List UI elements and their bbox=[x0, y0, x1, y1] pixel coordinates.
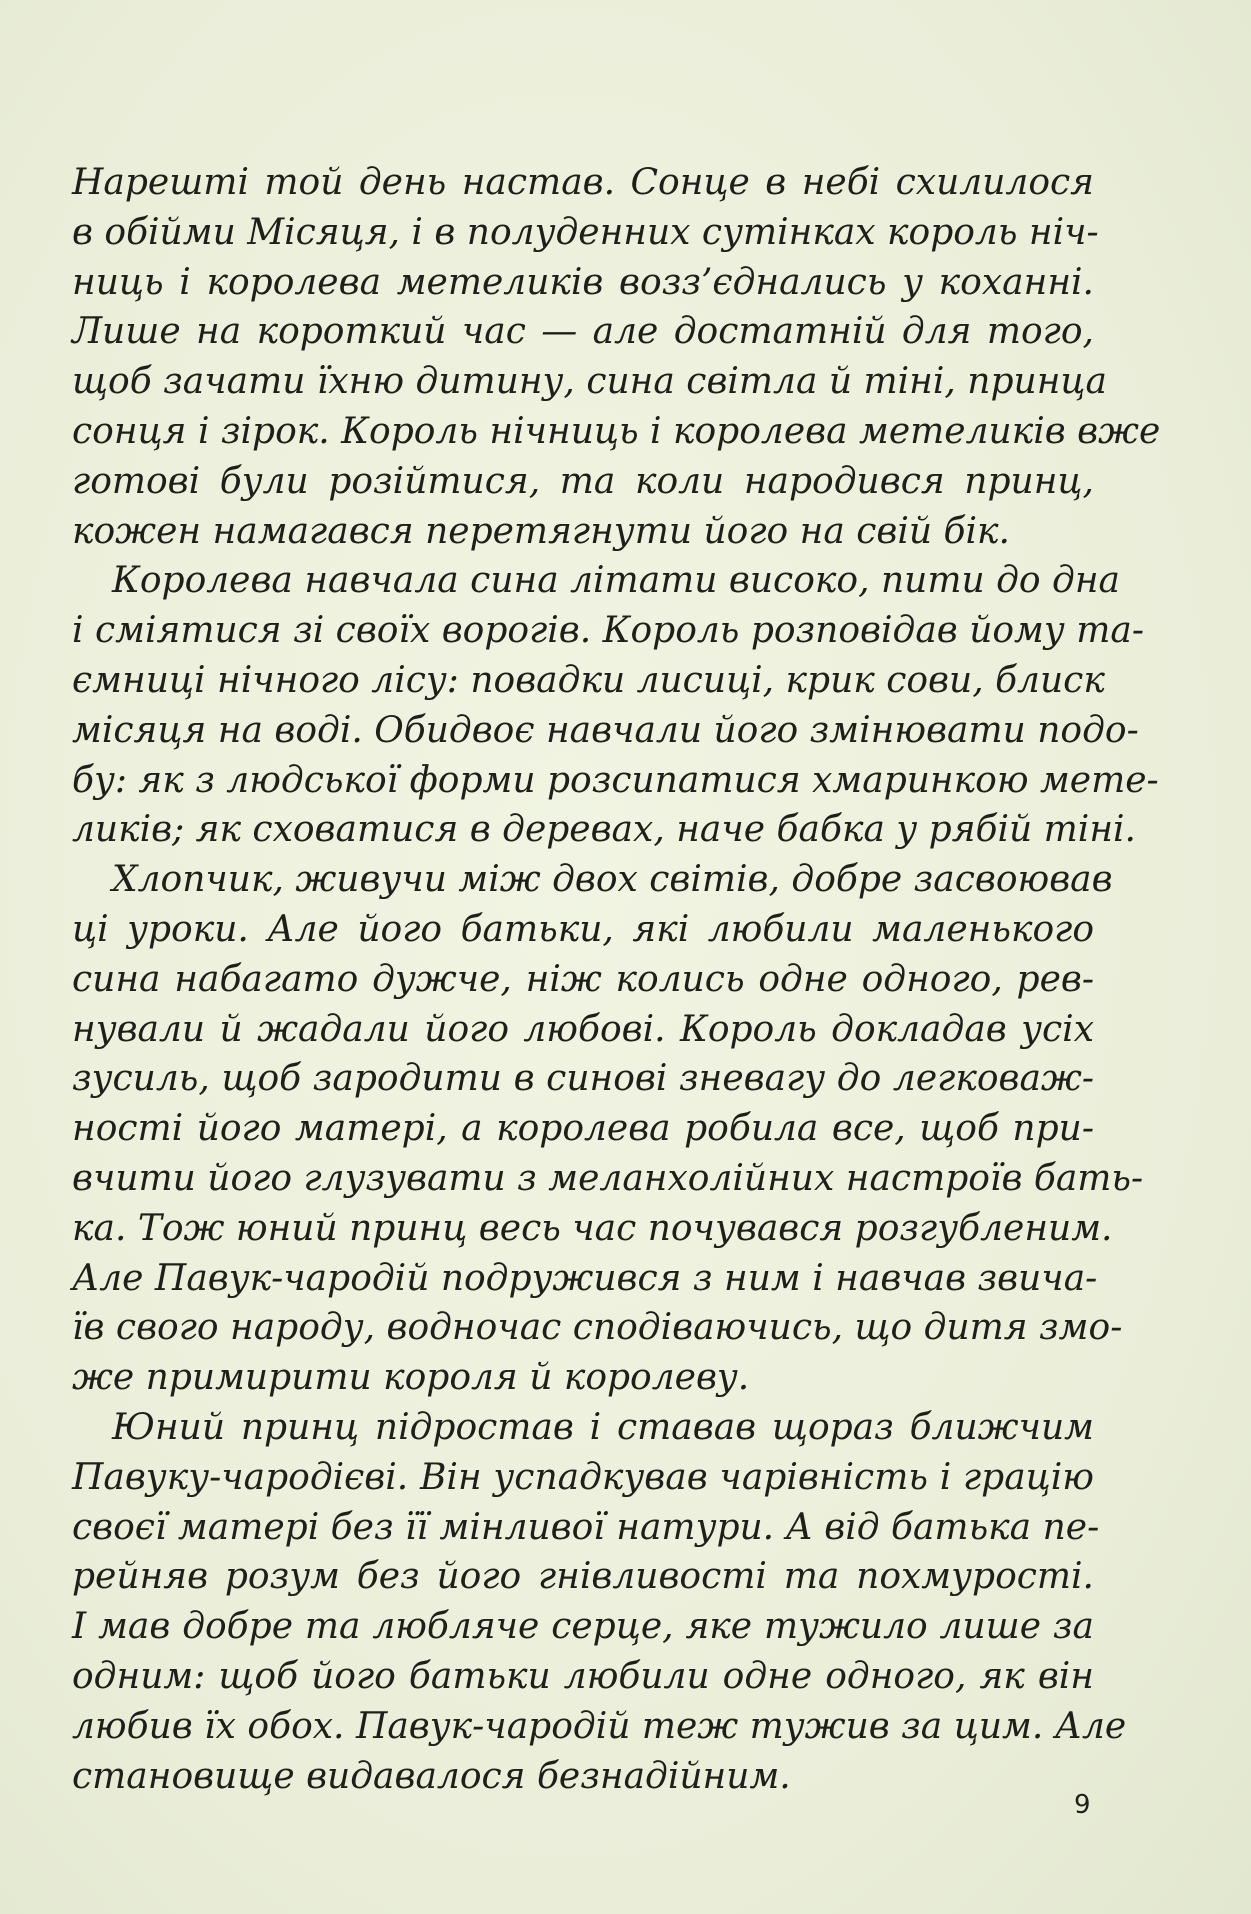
text-line: Нарешті той день настав. Сонце в небі схилилося bbox=[72, 162, 1094, 203]
page-number: 9 bbox=[1074, 1790, 1091, 1820]
body-text bbox=[72, 158, 1161, 1801]
text-line: ликів; як сховатися в деревах, наче бабка у рябій тіні. bbox=[72, 809, 1136, 851]
text-line: нували й жадали його любові. Король докладав усіх bbox=[72, 1008, 1094, 1050]
text-line: любив їх обох. Павук-чародій теж тужив за цим. Але bbox=[72, 1705, 1127, 1747]
text-line: становище видавалося безнадійним. bbox=[72, 1755, 791, 1797]
text-line: сонця і зірок. Король нічниць і королева метеликів вже bbox=[72, 410, 1161, 452]
text-line: і сміятися зі своїх ворогів. Король розповідав йому та- bbox=[72, 610, 1144, 652]
text-line: своєї матері без її мінливої натури. А від батька пе- bbox=[72, 1506, 1100, 1548]
text-line: Павуку-чародієві. Він успадкував чарівність і грацію bbox=[72, 1456, 1094, 1498]
text-line: в обійми Місяця, і в полуденних сутінках король ніч- bbox=[72, 211, 1099, 253]
text-line: Юний принц підростав і ставав щораз ближчим bbox=[112, 1406, 1094, 1448]
text-line: кожен намагався перетягнути його на свій бік. bbox=[72, 510, 1010, 552]
text-line: готові були розійтися, та коли народився принц, bbox=[72, 460, 1094, 502]
text-line: Хлопчик, живучи між двох світів, добре засвоював bbox=[112, 859, 1113, 901]
text-line: щоб зачати їхню дитину, сина світла й тіні, принца bbox=[72, 361, 1107, 403]
text-line: бу: як з людської форми розсипатися хмаринкою мете- bbox=[72, 759, 1159, 801]
text-line: І мав добре та любляче серце, яке тужило лише за bbox=[72, 1606, 1094, 1648]
text-line: Але Павук-чародій подружився з ним і навчав звича- bbox=[72, 1257, 1098, 1299]
text-line: же примирити короля й королеву. bbox=[72, 1357, 750, 1399]
text-line: Королева навчала сина літати високо, пити до дна bbox=[112, 560, 1121, 602]
text-line: одним: щоб його батьки любили одне одного, як він bbox=[72, 1655, 1094, 1697]
text-line: місяця на воді. Обидвоє навчали його змінювати подо- bbox=[72, 709, 1139, 751]
text-line: ка. Тож юний принц весь час почувався розгубленим. bbox=[72, 1207, 1113, 1249]
text-line: їв свого народу, водночас сподіваючись, що дитя змо- bbox=[72, 1307, 1123, 1349]
text-line: ності його матері, а королева робила все, щоб при- bbox=[72, 1108, 1094, 1150]
text-line: Лише на короткий час — але достатній для того, bbox=[72, 311, 1094, 353]
text-line: сина набагато дужче, ніж колись одне одного, рев- bbox=[72, 958, 1094, 1000]
text-line: ниць і королева метеликів возз’єднались у коханні. bbox=[72, 261, 1094, 303]
text-line: вчити його глузувати з меланхолійних настроїв бать- bbox=[72, 1157, 1144, 1199]
text-line: рейняв розум без його гнівливості та похмурості. bbox=[72, 1556, 1094, 1598]
text-line: зусиль, щоб зародити в синові зневагу до легковаж- bbox=[72, 1058, 1094, 1100]
text-line: ємниці нічного лісу: повадки лисиці, крик сови, блиск bbox=[72, 659, 1105, 701]
text-line: ці уроки. Але його батьки, які любили маленького bbox=[72, 908, 1094, 950]
